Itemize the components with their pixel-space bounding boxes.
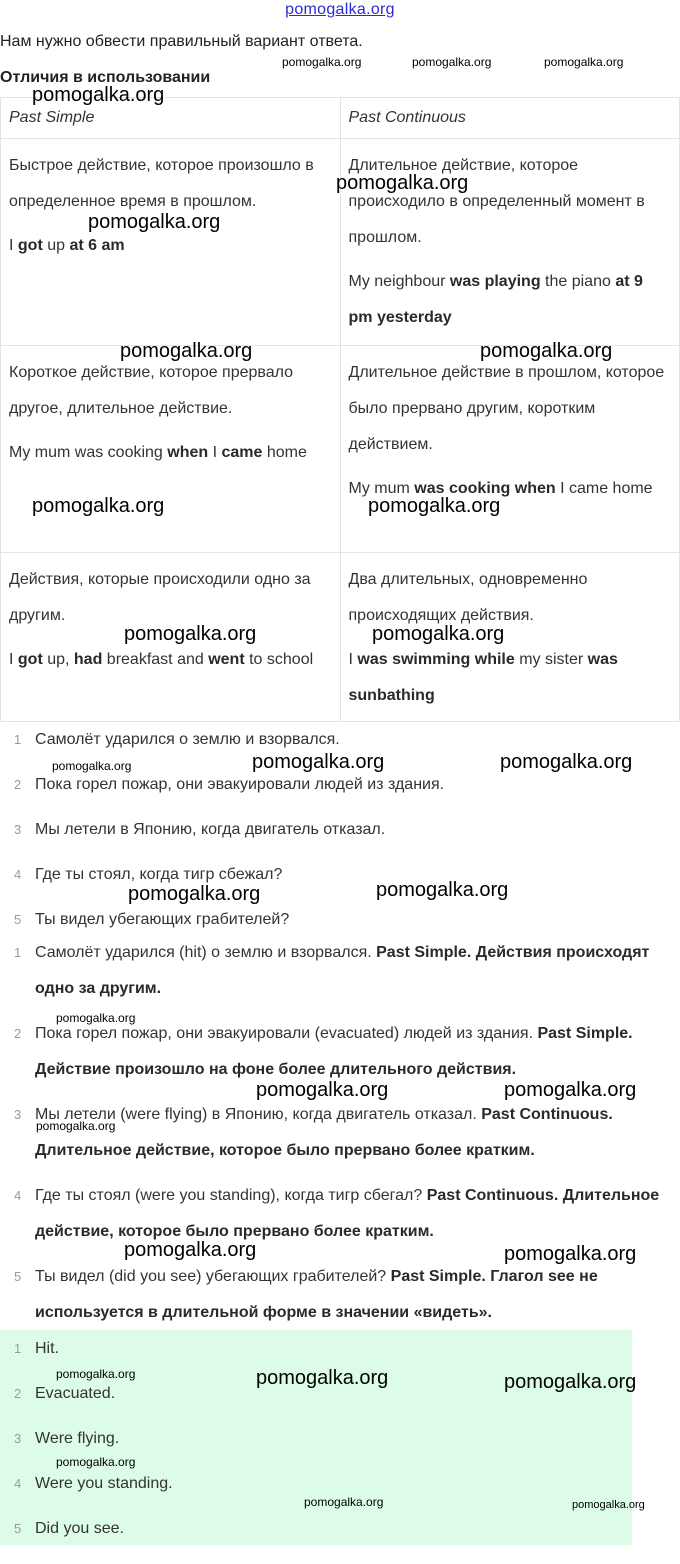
item-number: 5 <box>14 1269 22 1284</box>
emphasized-text: got <box>17 237 43 254</box>
usage-example <box>349 642 672 714</box>
table-row <box>1 553 680 722</box>
item-number: 2 <box>14 1026 22 1041</box>
question-text: Мы летели в Японию, когда двигатель отказал. <box>35 821 386 838</box>
watermark: pomogalka.org <box>256 1079 389 1101</box>
answer-list <box>0 935 680 1331</box>
item-number: 3 <box>14 822 22 837</box>
watermark: pomogalka.org <box>256 1367 389 1389</box>
item-number: 1 <box>14 732 22 747</box>
watermark: pomogalka.org <box>504 1243 637 1265</box>
emphasized-text: was sunbathing <box>348 651 618 704</box>
emphasized-text: came <box>221 444 263 461</box>
answer-text: Самолёт ударился (hit) о землю и взорвался. <box>35 944 377 961</box>
header-past-simple: Past Simple <box>1 98 341 139</box>
watermark: pomogalka.org <box>412 55 492 69</box>
text-segment: My mum was cooking <box>9 444 168 461</box>
intro-text: Нам нужно обвести правильный вариант ответа. <box>0 33 363 50</box>
list-item <box>0 775 680 820</box>
emphasized-text: went <box>208 651 245 668</box>
text-segment: breakfast and <box>102 651 209 668</box>
emphasized-text: had <box>73 651 103 668</box>
watermark: pomogalka.org <box>252 751 385 773</box>
header-past-continuous: Past Continuous <box>340 98 680 139</box>
watermark: pomogalka.org <box>32 495 165 517</box>
usage-example <box>9 642 332 678</box>
list-item <box>0 1259 680 1331</box>
item-number: 1 <box>14 945 22 960</box>
watermark: pomogalka.org <box>376 879 509 901</box>
key-answer-text: Were you standing. <box>35 1475 173 1492</box>
text-segment: I <box>348 651 358 668</box>
text-segment: My mum <box>348 480 415 497</box>
answer-explanation: Past Continuous. Длительное действие, которое было прервано более кратким. <box>35 1106 613 1159</box>
question-text: Где ты стоял, когда тигр сбежал? <box>35 866 283 883</box>
item-number: 2 <box>14 1386 22 1401</box>
item-number: 3 <box>14 1431 22 1446</box>
emphasized-text: was swimming while <box>357 651 515 668</box>
text-segment: I came home <box>555 480 653 497</box>
watermark: pomogalka.org <box>56 1455 136 1469</box>
watermark: pomogalka.org <box>128 883 261 905</box>
item-number: 4 <box>14 1188 22 1203</box>
item-number: 4 <box>14 1476 22 1491</box>
question-text: Пока горел пожар, они эвакуировали людей из здания. <box>35 776 445 793</box>
usage-description: Длительное действие в прошлом, которое было прервано другим, коротким действием. <box>348 364 665 453</box>
item-number: 4 <box>14 867 22 882</box>
key-answer-text: Were flying. <box>35 1430 120 1447</box>
text-segment: up, <box>42 651 74 668</box>
text-segment: up <box>42 237 70 254</box>
watermark: pomogalka.org <box>372 623 505 645</box>
usage-description: Короткое действие, которое прервало другое, длительное действие. <box>9 364 294 417</box>
watermark: pomogalka.org <box>544 55 624 69</box>
site-link[interactable]: pomogalka.org <box>285 1 395 18</box>
table-row <box>1 139 680 346</box>
item-number: 5 <box>14 1521 22 1536</box>
answer-text: Мы летели (were flying) в Японию, когда двигатель отказал. <box>35 1106 482 1123</box>
question-text: Ты видел убегающих грабителей? <box>35 911 290 928</box>
watermark: pomogalka.org <box>56 1367 136 1381</box>
usage-description: Действия, которые происходили одно за другим. <box>9 571 311 624</box>
text-segment: to school <box>244 651 314 668</box>
text-segment: I <box>208 444 222 461</box>
watermark: pomogalka.org <box>124 623 257 645</box>
watermark: pomogalka.org <box>504 1079 637 1101</box>
emphasized-text: at 9 pm yesterday <box>348 273 643 326</box>
emphasized-text: was playing <box>449 273 541 290</box>
key-answer-text: Did you see. <box>35 1520 124 1537</box>
watermark: pomogalka.org <box>120 340 253 362</box>
answer-text: Ты видел (did you see) убегающих грабителей? <box>35 1268 391 1285</box>
watermark: pomogalka.org <box>32 84 165 106</box>
usage-description: Длительное действие, которое происходило в определенный момент в прошлом. <box>348 157 645 246</box>
key-answer-text: Evacuated. <box>35 1385 116 1402</box>
list-item <box>0 820 680 865</box>
item-number: 5 <box>14 912 22 927</box>
watermark: pomogalka.org <box>56 1011 136 1025</box>
answer-text: Пока горел пожар, они эвакуировали (evacuated) людей из здания. <box>35 1025 538 1042</box>
text-segment: I <box>9 651 18 668</box>
text-segment: my sister <box>514 651 588 668</box>
text-segment: home <box>262 444 307 461</box>
watermark: pomogalka.org <box>336 172 469 194</box>
usage-example <box>349 264 672 336</box>
table-cell <box>1 346 341 553</box>
table-cell <box>340 346 680 553</box>
watermark: pomogalka.org <box>500 751 633 773</box>
watermark: pomogalka.org <box>304 1495 384 1509</box>
item-number: 1 <box>14 1341 22 1356</box>
list-item <box>0 935 680 1016</box>
emphasized-text: got <box>17 651 43 668</box>
table-row <box>1 346 680 553</box>
usage-description: Два длительных, одновременно происходящих действия. <box>348 571 588 624</box>
answer-explanation: Past Simple. Действие произошло на фоне более длительного действия. <box>35 1025 633 1078</box>
item-number: 3 <box>14 1107 22 1122</box>
watermark: pomogalka.org <box>368 495 501 517</box>
question-text: Самолёт ударился о землю и взорвался. <box>35 731 340 748</box>
table-cell <box>1 139 341 346</box>
text-segment: My neighbour <box>348 273 450 290</box>
list-item <box>0 865 680 910</box>
usage-description: Быстрое действие, которое произошло в определенное время в прошлом. <box>9 157 314 210</box>
text-segment: I <box>9 237 18 254</box>
emphasized-text: when <box>167 444 209 461</box>
key-answer-text: Hit. <box>35 1340 59 1357</box>
watermark: pomogalka.org <box>572 1499 645 1511</box>
answer-text: Где ты стоял (were you standing), когда тигр сбегал? <box>35 1187 427 1204</box>
watermark: pomogalka.org <box>282 55 362 69</box>
watermark: pomogalka.org <box>504 1371 637 1393</box>
usage-example <box>9 435 332 471</box>
watermark: pomogalka.org <box>52 759 132 773</box>
list-item <box>0 1097 680 1178</box>
item-number: 2 <box>14 777 22 792</box>
watermark: pomogalka.org <box>88 211 221 233</box>
answer-explanation: Past Simple. Действия происходят одно за другим. <box>35 944 650 997</box>
emphasized-text: at 6 am <box>69 237 125 254</box>
section-heading: Отличия в использовании <box>0 69 211 86</box>
watermark: pomogalka.org <box>124 1239 257 1261</box>
answer-explanation: Past Continuous. Длительное действие, которое было прервано более кратким. <box>35 1187 660 1240</box>
answer-explanation: Past Simple. Глагол see не используется в длительной форме в значении «видеть». <box>35 1268 598 1321</box>
list-item <box>0 1519 680 1564</box>
watermark: pomogalka.org <box>36 1119 116 1133</box>
watermark: pomogalka.org <box>480 340 613 362</box>
table-cell <box>340 139 680 346</box>
emphasized-text: was cooking when <box>414 480 556 497</box>
text-segment: the piano <box>540 273 616 290</box>
